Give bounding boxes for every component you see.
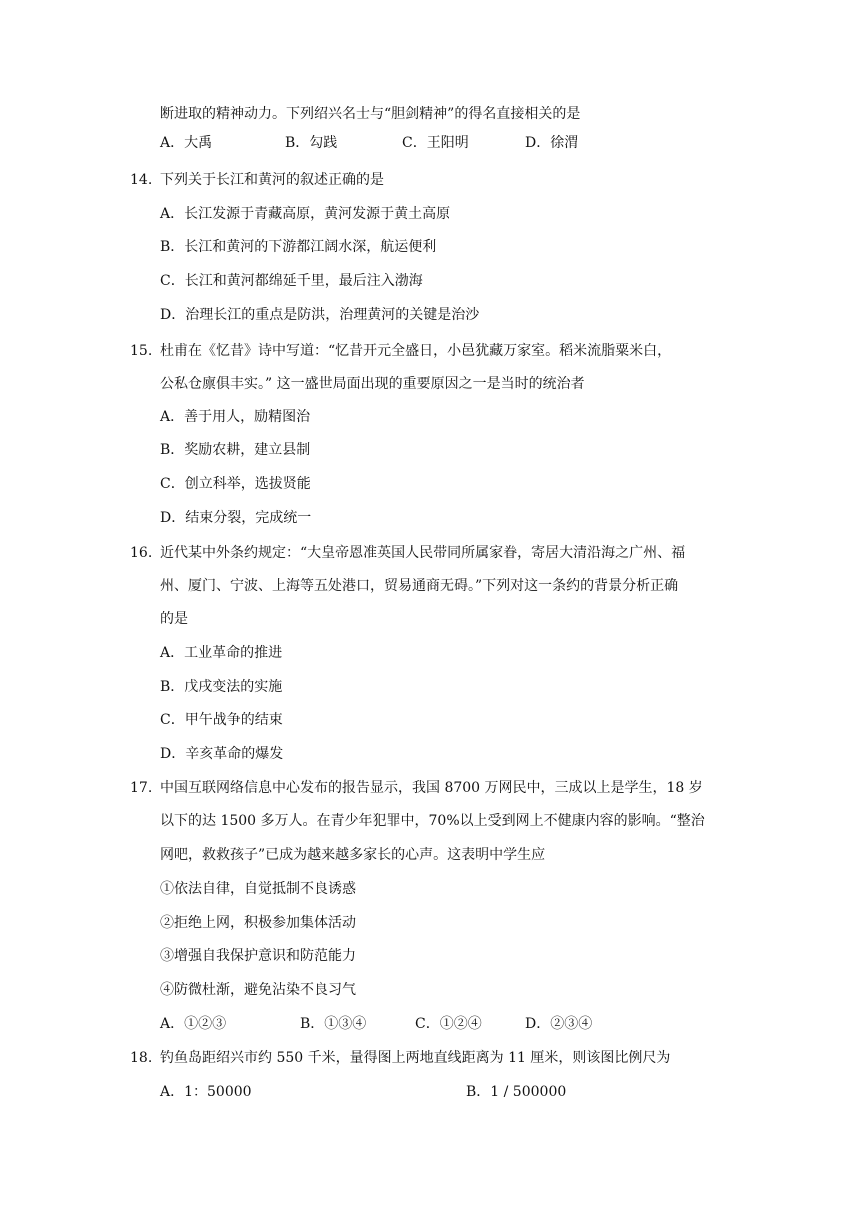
q13-option-a: A．大禹	[160, 135, 213, 151]
q17-statement-4: ④防微杜渐，避免沾染不良习气	[160, 982, 356, 998]
q14-option-d: D．治理长江的重点是防洪，治理黄河的关键是治沙	[160, 307, 480, 323]
q15-option-c: C．创立科举，选拔贤能	[160, 476, 311, 492]
q16-option-d: D．辛亥革命的爆发	[160, 746, 284, 762]
q17-statement-1: ①依法自律，自觉抵制不良诱惑	[160, 881, 356, 897]
q14-number: 14.	[130, 172, 153, 188]
q15-number: 15.	[130, 343, 153, 359]
q16-option-a: A．工业革命的推进	[160, 645, 283, 661]
q16-stem-line-3: 的是	[160, 611, 188, 627]
q18-option-a: A．1：50000	[160, 1084, 252, 1100]
q17-option-b: B．①③④	[300, 1016, 367, 1032]
q14-option-c: C．长江和黄河都绵延千里，最后注入渤海	[160, 273, 423, 289]
q14-stem: 下列关于长江和黄河的叙述正确的是	[160, 172, 384, 188]
q15-option-d: D．结束分裂，完成统一	[160, 510, 312, 526]
q13-stem-tail: 断进取的精神动力。下列绍兴名士与“胆剑精神”的得名直接相关的是	[160, 106, 581, 122]
q18-option-b: B．1 / 500000	[466, 1084, 567, 1100]
q16-option-b: B．戊戌变法的实施	[160, 679, 283, 695]
q15-option-a: A．善于用人，励精图治	[160, 409, 311, 425]
q15-option-b: B．奖励农耕，建立县制	[160, 442, 311, 458]
q17-option-d: D．②③④	[525, 1016, 593, 1032]
q13-option-b: B．勾践	[285, 135, 338, 151]
q17-option-c: C．①②④	[415, 1016, 482, 1032]
q17-option-a: A．①②③	[160, 1016, 227, 1032]
q15-stem-line-2: 公私仓廪俱丰实。” 这一盛世局面出现的重要原因之一是当时的统治者	[160, 376, 585, 392]
q17-statement-2: ②拒绝上网，积极参加集体活动	[160, 915, 356, 931]
q16-stem-line-2: 州、厦门、宁波、上海等五处港口，贸易通商无碍。”下列对这一条约的背景分析正确	[160, 578, 679, 594]
q17-stem-line-2: 以下的达 1500 多万人。在青少年犯罪中，70%以上受到网上不健康内容的影响。“整治	[160, 813, 705, 829]
q16-stem-line-1: 近代某中外条约规定：“大皇帝恩准英国人民带同所属家眷，寄居大清沿海之广州、福	[160, 545, 686, 561]
q17-stem-line-3: 网吧，救救孩子”已成为越来越多家长的心声。这表明中学生应	[160, 847, 546, 863]
q13-option-c: C．王阳明	[402, 135, 469, 151]
q15-stem-line-1: 杜甫在《忆昔》诗中写道：“忆昔开元全盛日，小邑犹藏万家室。稻米流脂粟米白，	[160, 343, 672, 359]
q18-stem: 钓鱼岛距绍兴市约 550 千米，量得图上两地直线距离为 11 厘米，则该图比例尺为	[160, 1050, 671, 1066]
q17-statement-3: ③增强自我保护意识和防范能力	[160, 948, 356, 964]
q14-option-b: B．长江和黄河的下游都江阔水深，航运便利	[160, 239, 437, 255]
q13-option-d: D．徐渭	[525, 135, 579, 151]
q14-option-a: A．长江发源于青藏高原，黄河发源于黄土高原	[160, 206, 451, 222]
q16-number: 16.	[130, 545, 153, 561]
q17-number: 17.	[130, 780, 153, 796]
q16-option-c: C．甲午战争的结束	[160, 712, 283, 728]
q17-stem-line-1: 中国互联网络信息中心发布的报告显示，我国 8700 万网民中，三成以上是学生，18 岁	[160, 780, 703, 796]
q18-number: 18.	[130, 1050, 153, 1066]
